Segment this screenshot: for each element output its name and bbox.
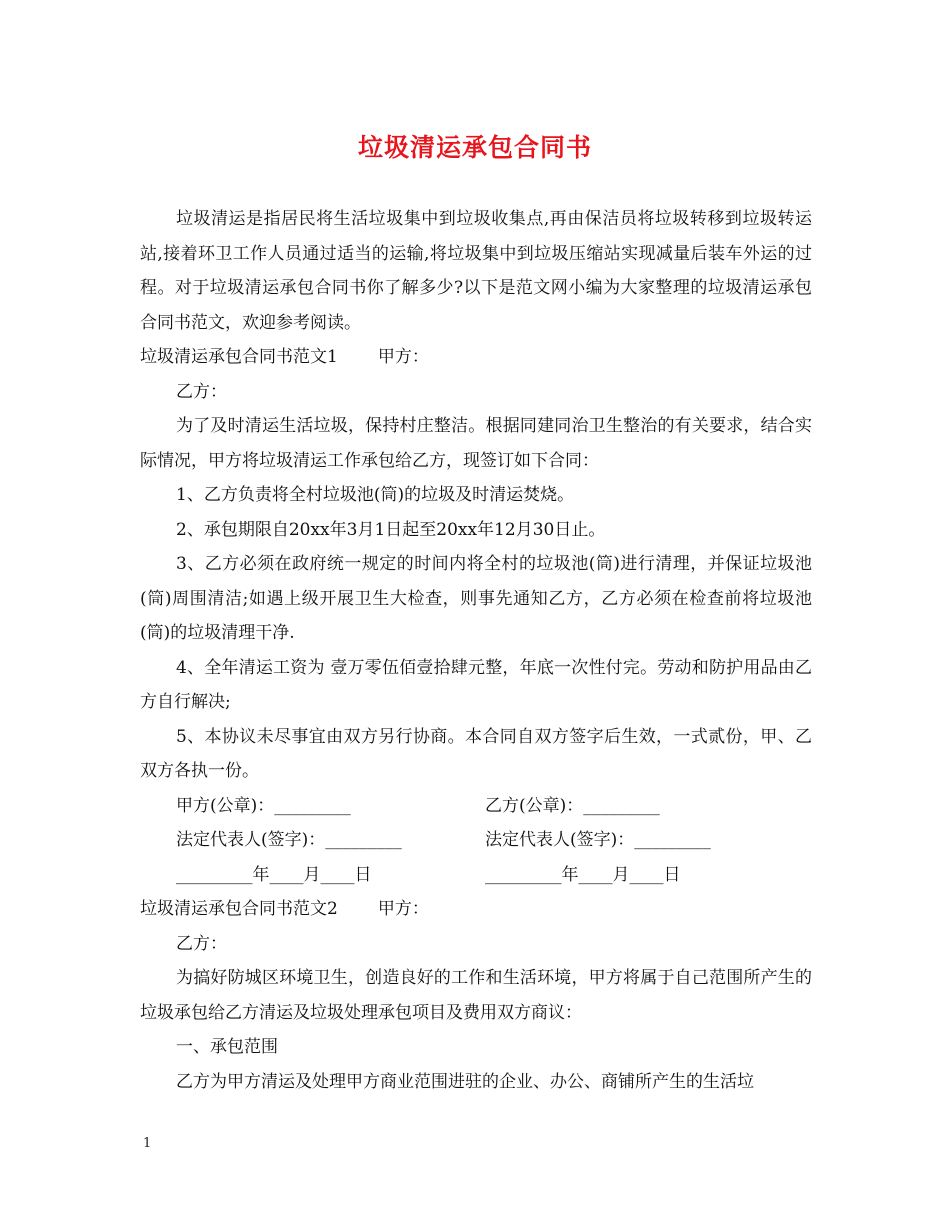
party-a-date-field: _________年____月____日 <box>176 864 372 885</box>
party-a-seal-field: 甲方(公章)：_________ <box>176 795 351 816</box>
sample1-party-b: 乙方： <box>176 381 227 402</box>
sample2-party-b: 乙方： <box>176 933 227 954</box>
sample2-heading: 垃圾清运承包合同书范文2 <box>140 899 338 919</box>
sample1-heading-line <box>140 340 812 375</box>
document-title: 垃圾清运承包合同书 <box>357 133 592 162</box>
signature-date-row <box>140 858 812 893</box>
clause-1: 1、乙方负责将全村垃圾池(筒)的垃圾及时清运焚烧。 <box>176 485 575 505</box>
party-b-rep-field: 法定代表人(签字)：_________ <box>485 830 711 850</box>
intro-paragraph: 垃圾清运是指居民将生活垃圾集中到垃圾收集点,再由保洁员将垃圾转移到垃圾转运站,接着环卫工作人员通过适当的运输,将垃圾集中到垃圾压缩站实现减量后装车外运的过程。对于垃圾清运承包合同书你了解多少?以下是范文网小编为大家整理的垃圾清运承包合同书范文，欢迎参考阅读。 <box>140 209 812 333</box>
section1-title: 一、承包范围 <box>176 1037 278 1057</box>
clause-2: 2、承包期限自20xx年3月1日起至20xx年12月30日止。 <box>176 519 606 540</box>
sample1-preamble: 为了及时清运生活垃圾，保持村庄整洁。根据同建同治卫生整治的有关要求，结合实际情况，甲方将垃圾清运工作承包给乙方，现签订如下合同： <box>140 416 812 471</box>
sample1-party-a: 甲方： <box>377 347 429 367</box>
party-a-rep-field: 法定代表人(签字)：_________ <box>176 830 402 850</box>
section1-text: 乙方为甲方清运及处理甲方商业范围进驻的企业、办公、商铺所产生的生活垃 <box>176 1071 754 1092</box>
party-b-date-field: _________年____月____日 <box>485 864 681 885</box>
sample1-heading: 垃圾清运承包合同书范文1 <box>140 347 338 367</box>
signature-rep-row <box>140 823 812 858</box>
sample2-party-a: 甲方： <box>377 899 429 919</box>
page-number: 1 <box>143 1136 152 1151</box>
sample2-preamble: 为搞好防城区环境卫生，创造良好的工作和生活环境，甲方将属于自己范围所产生的垃圾承包给乙方清运及垃圾处理承包项目及费用双方商议： <box>140 968 812 1023</box>
clause-5: 5、本协议未尽事宜由双方另行协商。本合同自双方签字后生效，一式贰份，甲、乙双方各执一份。 <box>140 726 812 781</box>
clause-4: 4、全年清运工资为 壹万零伍佰壹拾肆元整，年底一次性付完。劳动和防护用品由乙方自行解决; <box>140 657 812 712</box>
sample2-heading-line <box>140 892 812 927</box>
party-b-seal-field: 乙方(公章)：_________ <box>485 795 660 816</box>
document-body <box>140 202 812 1099</box>
signature-seal-row <box>140 789 812 824</box>
clause-3: 3、乙方必须在政府统一规定的时间内将全村的垃圾池(筒)进行清理，并保证垃圾池(筒)周围清洁;如遇上级开展卫生大检查，则事先通知乙方，乙方必须在检查前将垃圾池(筒)的垃圾清理干净. <box>140 554 812 643</box>
